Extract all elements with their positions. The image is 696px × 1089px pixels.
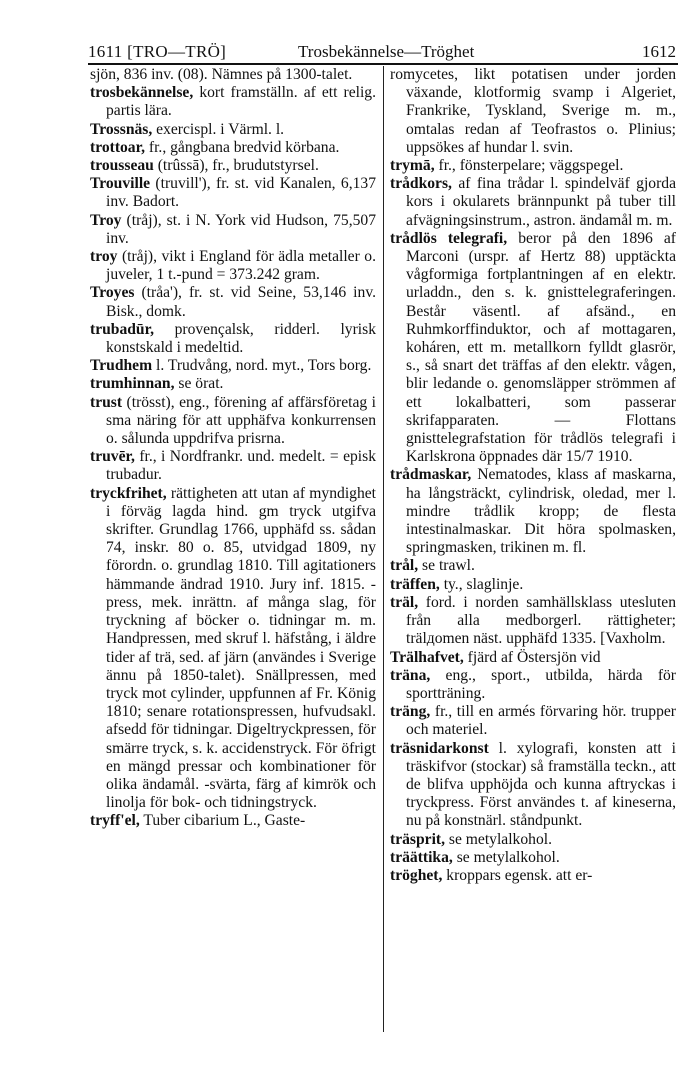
entry-definition: l. Trudvång, nord. myt., Tors borg. bbox=[152, 357, 372, 375]
entry-definition: fr., till en armés förvaring hör. trupper och materiel. bbox=[406, 703, 676, 739]
dictionary-entry bbox=[390, 740, 676, 831]
dictionary-entry bbox=[90, 357, 376, 375]
entry-definition: fr., fönsterpelare; väggspegel. bbox=[434, 157, 624, 175]
entry-headword: träättika, bbox=[390, 848, 453, 866]
entry-definition: ford. i norden samhällsklass utesluten från alla medborgerl. rättigheter; trälдomen näst. upphäfd 1335. [Vaxholm. bbox=[406, 593, 676, 648]
entry-definition: kroppars egensk. att er- bbox=[442, 866, 593, 884]
dictionary-entry bbox=[90, 212, 376, 248]
entry-headword: trymā, bbox=[390, 157, 435, 175]
dictionary-entry bbox=[390, 66, 676, 157]
dictionary-entry bbox=[390, 703, 676, 739]
entry-definition: sjön, 836 inv. (08). Nämnes på 1300-talet. bbox=[90, 66, 353, 83]
entry-definition: eng., sport., utbilda, härda för sportträning. bbox=[406, 666, 676, 702]
dictionary-entry bbox=[390, 466, 676, 557]
dictionary-entry bbox=[390, 594, 676, 649]
dictionary-entry bbox=[90, 175, 376, 211]
dictionary-entry bbox=[390, 175, 676, 230]
entry-definition: provençalsk, ridderl. lyrisk konstskald i medeltid. bbox=[106, 320, 376, 357]
entry-definition: l. xylografi, konsten att i träskifvor (stockar) så framställa teckn., att de blifva upphöjda och kunna aftryckas i tryckpress. Först användes t. af kineserna, nu på konstnärl. ståndpunkt. bbox=[406, 739, 676, 830]
column-divider bbox=[383, 66, 384, 1032]
entry-headword: trottoar, bbox=[90, 138, 145, 156]
entry-headword: trubadūr, bbox=[90, 320, 154, 338]
dictionary-entry bbox=[90, 485, 376, 813]
entry-definition: exercispl. i Värml. l. bbox=[152, 120, 285, 138]
entry-headword: träffen, bbox=[390, 575, 440, 593]
dictionary-entry bbox=[90, 284, 376, 320]
entry-definition: se trawl. bbox=[418, 557, 475, 575]
entry-headword: Troy bbox=[90, 211, 122, 229]
dictionary-entry bbox=[90, 394, 376, 449]
entry-definition: fr., gångbana bredvid körbana. bbox=[145, 138, 340, 156]
dictionary-entry bbox=[90, 139, 376, 157]
entry-definition: fjärd af Östersjön vid bbox=[463, 648, 601, 666]
dictionary-entry bbox=[90, 121, 376, 139]
entry-definition: se metylalkohol. bbox=[452, 848, 560, 866]
dictionary-entry bbox=[90, 248, 376, 284]
right-column bbox=[390, 66, 676, 885]
entry-definition: (truvill'), fr. st. vid Kanalen, 6,137 inv. Badort. bbox=[106, 175, 376, 211]
entry-definition: beror på den 1896 af Marconi (urspr. af Hertz 88) upptäckta vågformiga fortplantningen af en elektr. urladdn., den s. k. gnisttelegraferingen. Består väsentl. af afsänd., en Ruhmkorffinduktor, och af mottagaren, koháren, ett m. metallkorn fylldt glasrör, s., så snart det träffas af den elektr. vågen, blir ledande o. genomsläpper strömmen af ett lokalbatteri, som passerar skrifapparaten. — Flottans gnisttelegrafstation för trådlös telegrafi i Karlskrona öppnades där 15/7 1910. bbox=[406, 229, 676, 466]
entry-headword: träl, bbox=[390, 593, 419, 611]
entry-headword: träna, bbox=[390, 666, 431, 684]
entry-definition: (trösst), eng., förening af affärsföretag i sma näring för att upphäfva konkurrensen o. sålunda uppdrifva prisrna. bbox=[106, 393, 376, 448]
entry-headword: tryff'el, bbox=[90, 812, 140, 830]
dictionary-entry bbox=[90, 84, 376, 120]
entry-headword: trådlös telegrafi, bbox=[390, 229, 508, 247]
dictionary-entry bbox=[390, 831, 676, 849]
entry-headword: trosbekännelse, bbox=[90, 84, 194, 102]
entry-headword: truvēr, bbox=[90, 448, 135, 466]
entry-definition: af fina trådar l. spindelväf gjorda kors i okularets brännpunkt på tuber till afvägningsinstrum., astron. ändamål m. m. bbox=[406, 175, 676, 229]
dictionary-entry bbox=[390, 649, 676, 667]
entry-definition: (tråj), vikt i England för ädla metaller o. juveler, 1 t.-pund = 373.242 gram. bbox=[106, 248, 376, 284]
entry-definition: ty., slaglinje. bbox=[439, 575, 524, 593]
header-page-range: 1611 [TRO—TRÖ] bbox=[88, 42, 227, 61]
dictionary-entry bbox=[90, 448, 376, 484]
entry-definition: Nematodes, klass af maskarna, ha långsträckt, cylindrisk, oledad, mer l. mindre trådlik kropp; de flesta intestinalmaskar. Dit höra spolmasken, springmasken, trikinen m. fl. bbox=[406, 466, 676, 557]
entry-headword: tryckfrihet, bbox=[90, 484, 167, 502]
entry-headword: Trudhem bbox=[90, 357, 153, 375]
entry-headword: tröghet, bbox=[390, 866, 443, 884]
dictionary-entry bbox=[390, 576, 676, 594]
entry-definition: (trûssā), fr., brudutstyrsel. bbox=[153, 157, 319, 175]
entry-headword: troy bbox=[90, 248, 118, 266]
entry-definition: se metylalkohol. bbox=[445, 830, 552, 848]
header-rule bbox=[88, 63, 678, 65]
entry-headword: Troyes bbox=[90, 284, 135, 302]
entry-headword: träsprit, bbox=[390, 830, 445, 848]
dictionary-entry bbox=[90, 375, 376, 393]
dictionary-entry bbox=[390, 557, 676, 575]
entry-definition: Tuber cibarium L., Gaste- bbox=[139, 812, 306, 830]
entry-definition: rättigheten att utan af myndighet i förväg lagda hind. gm tryck utgifva skrifter. Grundlag 1766, upphäfd ss. sådan 74, inskr. 80 o. 85, utvidgad 1809, ny förordn. o. grundlag 1810. Till agitationers hämmande ändrad 1910. Jury inf. 1815. -press, mek. inrättn. af många slag, för tryckning af böcker o. tidningar m. m. Handpressen, med skruf l. häfstång, i äldre tider af trä, sed. af järn (användes i Sverige ännu på 1850-talet). Snällpressen, med tryck mot cylinder, uppfunnen af Fr. König 1810; senare rotationspressen, hufvudsakl. afsedd för tidningar. Digeltryckpressen, för smärre tryck, s. k. accidenstryck. För öfrigt en mängd pressar och kombinationer för olika ändamål. -svärta, färg af kimrök och linolja för bok- och tidningstryck. bbox=[106, 484, 376, 812]
dictionary-entry bbox=[390, 849, 676, 867]
entry-definition: fr., i Nordfrankr. und. medelt. = episk trubadur. bbox=[106, 448, 376, 484]
entry-definition: se örat. bbox=[174, 375, 224, 393]
dictionary-entry bbox=[90, 812, 376, 830]
dictionary-entry bbox=[390, 230, 676, 467]
left-column bbox=[90, 66, 376, 831]
dictionary-entry bbox=[90, 66, 376, 84]
entry-headword: Trouville bbox=[90, 175, 151, 193]
entry-headword: träsnidarkonst bbox=[390, 739, 489, 757]
entry-definition: (tråa'), fr. st. vid Seine, 53,146 inv. Bisk., domk. bbox=[106, 284, 376, 320]
header-title: Trosbekännelse—Tröghet bbox=[298, 42, 475, 61]
dictionary-entry bbox=[390, 667, 676, 703]
dictionary-entry bbox=[390, 867, 676, 885]
dictionary-entry bbox=[90, 321, 376, 357]
entry-headword: Trälhafvet, bbox=[390, 648, 464, 666]
entry-definition: kort framställn. af ett relig. partis lära. bbox=[106, 84, 376, 120]
header-page-number: 1612 bbox=[642, 42, 676, 61]
entry-definition: (tråj), st. i N. York vid Hudson, 75,507 inv. bbox=[106, 211, 376, 247]
entry-headword: trådkors, bbox=[390, 175, 452, 193]
entry-headword: Trossnäs, bbox=[90, 120, 153, 138]
entry-headword: trumhinnan, bbox=[90, 375, 175, 393]
entry-definition: romycetes, likt potatisen under jorden växande, klotformig svamp i Algeriet, Frankrike, Tyskland, Sverige m. m., omtalas redan af Teofrastos o. Plinius; uppsökes af hundar l. svin. bbox=[390, 66, 676, 156]
dictionary-entry bbox=[390, 157, 676, 175]
entry-headword: trådmaskar, bbox=[390, 466, 472, 484]
entry-headword: trousseau bbox=[90, 157, 154, 175]
entry-headword: trust bbox=[90, 393, 123, 411]
dictionary-entry bbox=[90, 157, 376, 175]
entry-headword: trål, bbox=[390, 557, 419, 575]
entry-headword: träng, bbox=[390, 703, 431, 721]
